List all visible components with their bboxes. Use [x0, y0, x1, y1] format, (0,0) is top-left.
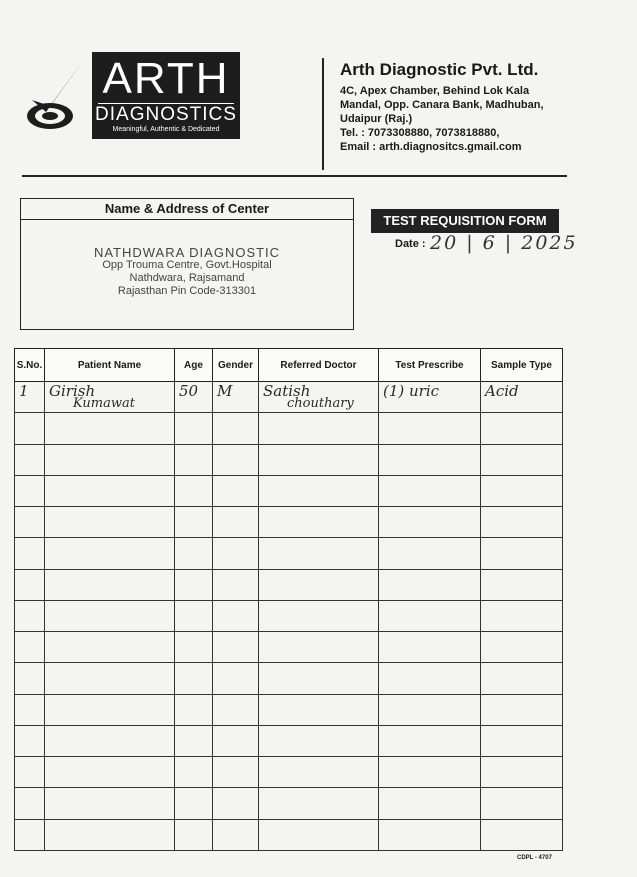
header-rule [22, 175, 567, 177]
cell-patient-name[interactable] [45, 788, 175, 819]
cell-gender[interactable] [213, 382, 259, 413]
cell-age[interactable] [175, 632, 213, 663]
cell-gender[interactable] [213, 788, 259, 819]
header-sno: S.No. [15, 349, 45, 382]
cell-referred-doctor[interactable] [259, 757, 379, 788]
cell-sno[interactable] [15, 507, 45, 538]
stamp-line: NATHDWARA DIAGNOSTIC [93, 245, 281, 260]
cell-test-prescribe[interactable] [379, 569, 481, 600]
cell-sample-type[interactable] [481, 538, 563, 569]
cell-referred-doctor[interactable] [259, 538, 379, 569]
address-line: 4C, Apex Chamber, Behind Lok Kala [340, 85, 530, 97]
cell-gender[interactable] [213, 475, 259, 506]
sample-value: Acid [485, 382, 519, 400]
logo-sub: DIAGNOSTICS [95, 104, 237, 125]
cell-gender[interactable] [213, 819, 259, 850]
cell-patient-name[interactable] [45, 632, 175, 663]
requisition-table [14, 348, 562, 851]
cell-referred-doctor[interactable] [259, 507, 379, 538]
cell-test-prescribe[interactable] [379, 819, 481, 850]
cell-referred-doctor[interactable] [259, 444, 379, 475]
date-label: Date : [395, 238, 426, 250]
table-row [15, 569, 563, 600]
cell-age[interactable] [175, 382, 213, 413]
cell-test-prescribe[interactable] [379, 632, 481, 663]
cell-sno[interactable] [15, 475, 45, 506]
cell-gender[interactable] [213, 663, 259, 694]
doctor-last-name: chouthary [287, 396, 354, 411]
cell-patient-name[interactable] [45, 694, 175, 725]
table-row [15, 600, 563, 631]
table-row [15, 819, 563, 850]
cell-sno[interactable] [15, 694, 45, 725]
cell-sno[interactable] [15, 413, 45, 444]
form-title: TEST REQUISITION FORM [371, 209, 559, 233]
header-age: Age [175, 349, 213, 382]
table-row [15, 632, 563, 663]
cell-sample-type[interactable] [481, 663, 563, 694]
cell-gender[interactable] [213, 507, 259, 538]
table-row [15, 788, 563, 819]
cell-test-prescribe[interactable] [379, 725, 481, 756]
cell-sno[interactable] [15, 444, 45, 475]
cell-gender[interactable] [213, 444, 259, 475]
gender-value: M [217, 382, 233, 400]
cell-gender[interactable] [213, 757, 259, 788]
cell-age[interactable] [175, 663, 213, 694]
cell-age[interactable] [175, 694, 213, 725]
cell-sample-type[interactable] [481, 725, 563, 756]
table-row [15, 725, 563, 756]
table-row [15, 507, 563, 538]
cell-referred-doctor[interactable] [259, 819, 379, 850]
cell-test-prescribe[interactable] [379, 444, 481, 475]
address-line: Tel. : 7073308880, 7073818880, [340, 127, 500, 139]
cell-age[interactable] [175, 569, 213, 600]
table-row [15, 757, 563, 788]
patient-first-name: Girish [49, 382, 96, 400]
table-header [15, 349, 563, 382]
cell-age[interactable] [175, 413, 213, 444]
cell-sample-type[interactable] [481, 819, 563, 850]
sno-value: 1 [19, 382, 29, 400]
cell-test-prescribe[interactable] [379, 475, 481, 506]
cell-referred-doctor[interactable] [259, 475, 379, 506]
stamp-line: Nathdwara, Rajsamand [129, 272, 245, 284]
cell-sample-type[interactable] [481, 632, 563, 663]
cell-gender[interactable] [213, 600, 259, 631]
cell-gender[interactable] [213, 632, 259, 663]
company-address [340, 84, 570, 154]
cell-sample-type[interactable] [481, 569, 563, 600]
cell-patient-name[interactable] [45, 444, 175, 475]
header-patient-name: Patient Name [45, 349, 175, 382]
date-value[interactable]: 20 | 6 | 2025 [430, 232, 578, 254]
cell-patient-name[interactable] [45, 475, 175, 506]
cell-sample-type[interactable] [481, 788, 563, 819]
cell-patient-name[interactable] [45, 663, 175, 694]
cell-patient-name[interactable] [45, 725, 175, 756]
header-sample-type: Sample Type [481, 349, 563, 382]
cell-test-prescribe[interactable] [379, 538, 481, 569]
center-title: Name & Address of Center [21, 199, 353, 220]
cell-test-prescribe[interactable] [379, 788, 481, 819]
cell-sno[interactable] [15, 663, 45, 694]
cell-gender[interactable] [213, 569, 259, 600]
cell-patient-name[interactable] [45, 382, 175, 413]
cell-test-prescribe[interactable] [379, 413, 481, 444]
cell-age[interactable] [175, 757, 213, 788]
footer-code: CDPL - 4707 [517, 855, 552, 861]
cell-sno[interactable] [15, 819, 45, 850]
cell-sample-type[interactable] [481, 475, 563, 506]
center-stamp [21, 246, 353, 298]
table-row [15, 413, 563, 444]
address-line: Mandal, Opp. Canara Bank, Madhuban, [340, 99, 544, 111]
cell-gender[interactable] [213, 694, 259, 725]
cell-referred-doctor[interactable] [259, 694, 379, 725]
cell-sample-type[interactable] [481, 444, 563, 475]
logo [92, 52, 240, 139]
cell-patient-name[interactable] [45, 600, 175, 631]
cell-gender[interactable] [213, 725, 259, 756]
cell-sno[interactable] [15, 569, 45, 600]
table-row [15, 475, 563, 506]
cell-sample-type[interactable] [481, 507, 563, 538]
cell-referred-doctor[interactable] [259, 600, 379, 631]
cell-referred-doctor[interactable] [259, 382, 379, 413]
cell-referred-doctor[interactable] [259, 663, 379, 694]
cell-patient-name[interactable] [45, 757, 175, 788]
cell-sample-type[interactable] [481, 600, 563, 631]
cell-sno[interactable] [15, 788, 45, 819]
cell-sno[interactable] [15, 382, 45, 413]
cell-age[interactable] [175, 538, 213, 569]
cell-gender[interactable] [213, 413, 259, 444]
stamp-line: Opp Trouma Centre, Govt.Hospital [102, 259, 272, 271]
cell-test-prescribe[interactable] [379, 382, 481, 413]
logo-target-icon [22, 52, 92, 134]
cell-sno[interactable] [15, 600, 45, 631]
cell-age[interactable] [175, 819, 213, 850]
stamp-line: Rajasthan Pin Code-313301 [117, 285, 257, 297]
cell-sample-type[interactable] [481, 694, 563, 725]
cell-referred-doctor[interactable] [259, 413, 379, 444]
cell-patient-name[interactable] [45, 819, 175, 850]
cell-test-prescribe[interactable] [379, 507, 481, 538]
cell-test-prescribe[interactable] [379, 694, 481, 725]
cell-sample-type[interactable] [481, 757, 563, 788]
patient-last-name: Kumawat [73, 396, 135, 411]
center-box [20, 198, 354, 330]
cell-patient-name[interactable] [45, 538, 175, 569]
header-gender: Gender [213, 349, 259, 382]
company-name: Arth Diagnostic Pvt. Ltd. [340, 60, 539, 79]
table-row [15, 444, 563, 475]
header-divider [322, 58, 324, 170]
cell-test-prescribe[interactable] [379, 600, 481, 631]
cell-patient-name[interactable] [45, 507, 175, 538]
cell-age[interactable] [175, 507, 213, 538]
cell-sno[interactable] [15, 538, 45, 569]
cell-referred-doctor[interactable] [259, 569, 379, 600]
table-row [15, 694, 563, 725]
table-row [15, 538, 563, 569]
cell-sno[interactable] [15, 632, 45, 663]
cell-referred-doctor[interactable] [259, 632, 379, 663]
cell-sample-type[interactable] [481, 413, 563, 444]
age-value: 50 [179, 382, 199, 400]
header-test-prescribe: Test Prescribe [379, 349, 481, 382]
address-line: Email : arth.diagnositcs.gmail.com [340, 141, 522, 153]
cell-patient-name[interactable] [45, 569, 175, 600]
cell-sample-type[interactable] [481, 382, 563, 413]
cell-patient-name[interactable] [45, 413, 175, 444]
test-value: (1) uric [383, 382, 440, 400]
cell-age[interactable] [175, 725, 213, 756]
address-line: Udaipur (Raj.) [340, 113, 413, 125]
cell-referred-doctor[interactable] [259, 725, 379, 756]
cell-referred-doctor[interactable] [259, 788, 379, 819]
cell-gender[interactable] [213, 538, 259, 569]
cell-sno[interactable] [15, 725, 45, 756]
logo-tagline: Meaningful, Authentic & Dedicated [112, 126, 220, 133]
cell-sno[interactable] [15, 757, 45, 788]
cell-age[interactable] [175, 788, 213, 819]
table-row [15, 663, 563, 694]
cell-age[interactable] [175, 600, 213, 631]
cell-test-prescribe[interactable] [379, 663, 481, 694]
cell-test-prescribe[interactable] [379, 757, 481, 788]
cell-age[interactable] [175, 444, 213, 475]
table-row [15, 382, 563, 413]
header-referred-doctor: Referred Doctor [259, 349, 379, 382]
cell-age[interactable] [175, 475, 213, 506]
logo-brand: ARTH [102, 54, 230, 103]
doctor-first-name: Satish [263, 382, 311, 400]
